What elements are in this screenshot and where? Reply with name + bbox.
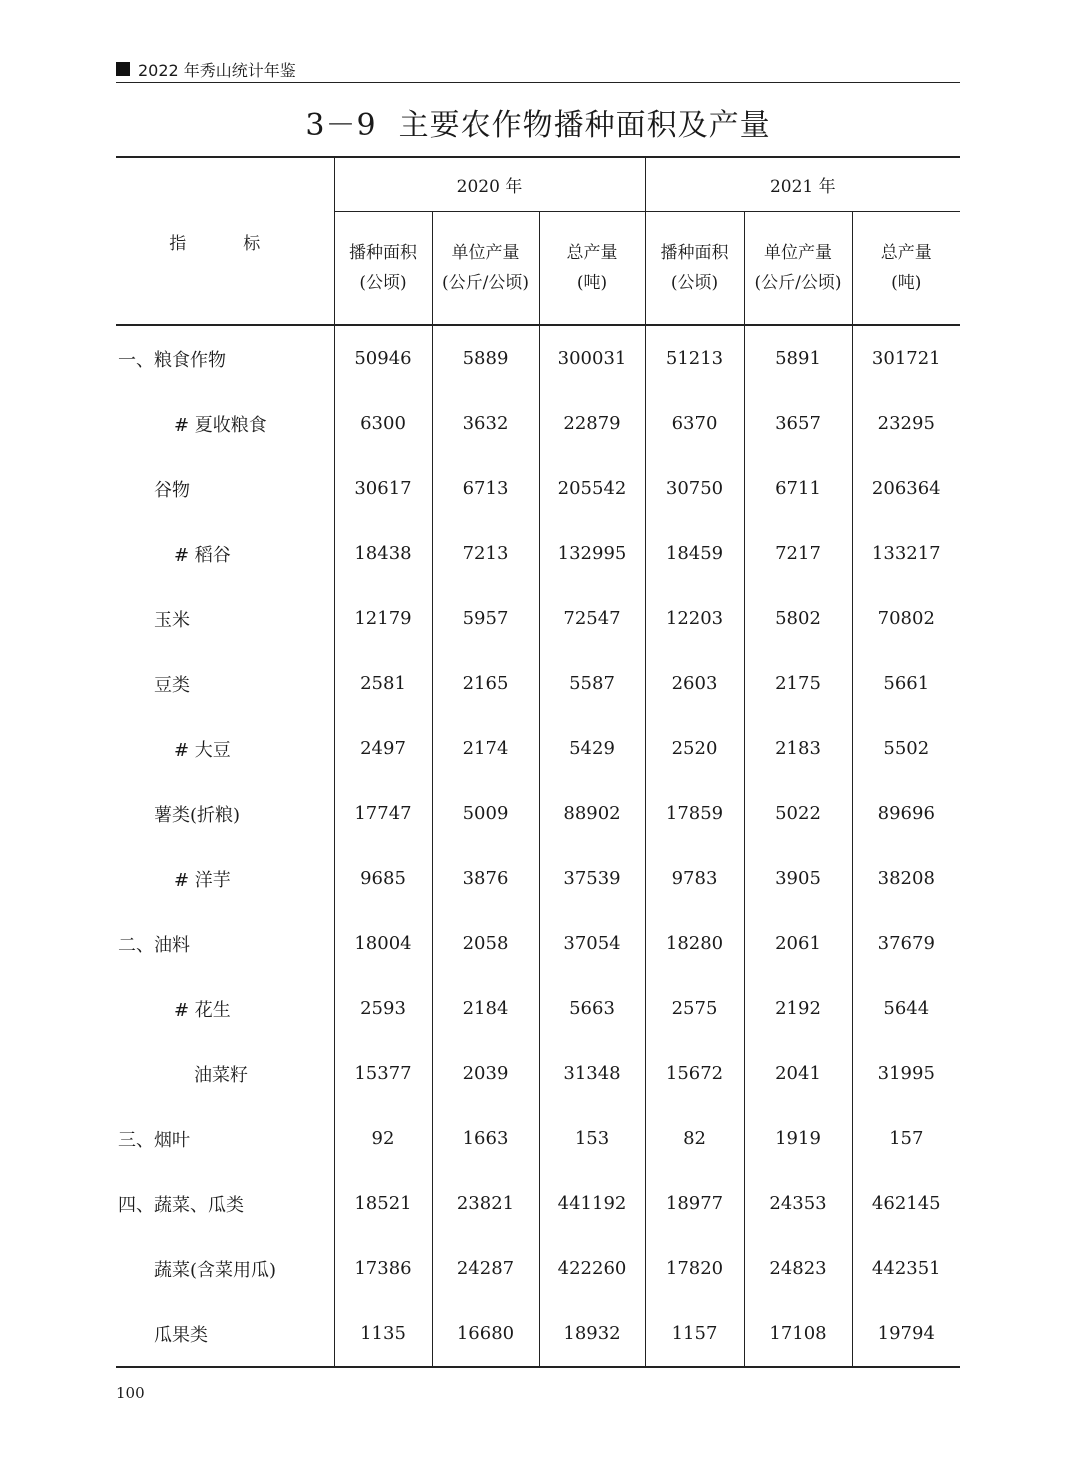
table-cell: 2174 bbox=[432, 716, 539, 781]
table-row bbox=[116, 1236, 960, 1301]
table-cell: 3876 bbox=[432, 846, 539, 911]
table-row bbox=[116, 781, 960, 846]
table-cell: 50946 bbox=[334, 325, 432, 391]
table-row bbox=[116, 521, 960, 586]
table-cell: 30750 bbox=[645, 456, 744, 521]
table-row bbox=[116, 391, 960, 456]
table-cell: 17859 bbox=[645, 781, 744, 846]
table-cell: 6713 bbox=[432, 456, 539, 521]
row-label: 豆类 bbox=[154, 674, 190, 696]
black-square-icon bbox=[116, 62, 130, 76]
table-row bbox=[116, 1301, 960, 1367]
indicator-header: 指 标 bbox=[169, 233, 281, 254]
table-cell: 6300 bbox=[334, 391, 432, 456]
table-cell: 442351 bbox=[852, 1236, 960, 1301]
table-cell: 31348 bbox=[539, 1041, 645, 1106]
table-row bbox=[116, 1106, 960, 1171]
table-cell: 301721 bbox=[852, 325, 960, 391]
table-cell: 2575 bbox=[645, 976, 744, 1041]
table-cell: 19794 bbox=[852, 1301, 960, 1367]
statistics-table bbox=[116, 156, 960, 1368]
table-cell: 37054 bbox=[539, 911, 645, 976]
table-cell: 6370 bbox=[645, 391, 744, 456]
row-label: 四、蔬菜、瓜类 bbox=[118, 1194, 244, 1216]
table-cell: 82 bbox=[645, 1106, 744, 1171]
table-cell: 2183 bbox=[744, 716, 852, 781]
table-cell: 5802 bbox=[744, 586, 852, 651]
table-number: 3－9 bbox=[305, 108, 377, 143]
table-cell: 31995 bbox=[852, 1041, 960, 1106]
metric-header: 单位产量 (公斤/公顷) bbox=[744, 212, 852, 326]
row-label: 玉米 bbox=[154, 609, 190, 631]
row-label: 瓜果类 bbox=[154, 1324, 208, 1346]
table-cell: 5661 bbox=[852, 651, 960, 716]
table-cell: 18521 bbox=[334, 1171, 432, 1236]
table-cell: 2041 bbox=[744, 1041, 852, 1106]
table-cell: 2039 bbox=[432, 1041, 539, 1106]
table-cell: 18004 bbox=[334, 911, 432, 976]
row-label: 油菜籽 bbox=[194, 1064, 248, 1086]
table-cell: 3905 bbox=[744, 846, 852, 911]
table-cell: 1135 bbox=[334, 1301, 432, 1367]
table-cell: 206364 bbox=[852, 456, 960, 521]
table-cell: 2581 bbox=[334, 651, 432, 716]
table-row bbox=[116, 651, 960, 716]
table-cell: 22879 bbox=[539, 391, 645, 456]
table-header bbox=[116, 157, 960, 325]
page-number: 100 bbox=[116, 1384, 145, 1402]
metric-header: 播种面积 (公顷) bbox=[334, 212, 432, 326]
running-title: 2022 年秀山统计年鉴 bbox=[138, 60, 296, 80]
metric-header: 总产量 (吨) bbox=[852, 212, 960, 326]
table-cell: 5957 bbox=[432, 586, 539, 651]
table-cell: 24287 bbox=[432, 1236, 539, 1301]
table-cell: 2497 bbox=[334, 716, 432, 781]
table-cell: 17820 bbox=[645, 1236, 744, 1301]
table-cell: 17747 bbox=[334, 781, 432, 846]
table-cell: 5022 bbox=[744, 781, 852, 846]
table-cell: 7213 bbox=[432, 521, 539, 586]
table-cell: 5889 bbox=[432, 325, 539, 391]
table-row bbox=[116, 716, 960, 781]
table-cell: 5663 bbox=[539, 976, 645, 1041]
table-cell: 23295 bbox=[852, 391, 960, 456]
table-cell: 18280 bbox=[645, 911, 744, 976]
table-cell: 30617 bbox=[334, 456, 432, 521]
table-cell: 153 bbox=[539, 1106, 645, 1171]
table-cell: 37679 bbox=[852, 911, 960, 976]
table-cell: 2520 bbox=[645, 716, 744, 781]
table-row bbox=[116, 586, 960, 651]
table-row bbox=[116, 325, 960, 391]
table-row bbox=[116, 911, 960, 976]
row-label: 蔬菜(含菜用瓜) bbox=[154, 1259, 277, 1281]
table-cell: 157 bbox=[852, 1106, 960, 1171]
table-cell: 18438 bbox=[334, 521, 432, 586]
table-cell: 1157 bbox=[645, 1301, 744, 1367]
table-cell: 3657 bbox=[744, 391, 852, 456]
metric-header: 单位产量 (公斤/公顷) bbox=[432, 212, 539, 326]
table-cell: 15672 bbox=[645, 1041, 744, 1106]
table-cell: 133217 bbox=[852, 521, 960, 586]
table-body bbox=[116, 325, 960, 1367]
row-label: 薯类(折粮) bbox=[154, 804, 241, 826]
table-cell: 18932 bbox=[539, 1301, 645, 1367]
row-label: 一、粮食作物 bbox=[118, 349, 226, 371]
metric-header: 总产量 (吨) bbox=[539, 212, 645, 326]
year-header-2020: 2020 年 bbox=[334, 157, 645, 212]
table-cell: 5429 bbox=[539, 716, 645, 781]
table-cell: 89696 bbox=[852, 781, 960, 846]
table-cell: 2175 bbox=[744, 651, 852, 716]
table-cell: 5587 bbox=[539, 651, 645, 716]
table-cell: 17386 bbox=[334, 1236, 432, 1301]
table-cell: 2593 bbox=[334, 976, 432, 1041]
page-title bbox=[116, 100, 960, 144]
table-cell: 15377 bbox=[334, 1041, 432, 1106]
table-cell: 2165 bbox=[432, 651, 539, 716]
table-cell: 2061 bbox=[744, 911, 852, 976]
table-cell: 23821 bbox=[432, 1171, 539, 1236]
table-cell: 9685 bbox=[334, 846, 432, 911]
table-row bbox=[116, 976, 960, 1041]
table-cell: 2603 bbox=[645, 651, 744, 716]
row-label: # 洋芋 bbox=[174, 869, 231, 891]
running-header bbox=[116, 56, 960, 83]
table-cell: 5502 bbox=[852, 716, 960, 781]
table-cell: 3632 bbox=[432, 391, 539, 456]
row-label: 二、油料 bbox=[118, 934, 190, 956]
table-cell: 24353 bbox=[744, 1171, 852, 1236]
row-label: # 大豆 bbox=[174, 739, 231, 761]
table-cell: 5644 bbox=[852, 976, 960, 1041]
table-cell: 16680 bbox=[432, 1301, 539, 1367]
table-cell: 37539 bbox=[539, 846, 645, 911]
table-cell: 2058 bbox=[432, 911, 539, 976]
table-cell: 7217 bbox=[744, 521, 852, 586]
table-cell: 24823 bbox=[744, 1236, 852, 1301]
row-label: # 稻谷 bbox=[174, 544, 231, 566]
table-row bbox=[116, 1041, 960, 1106]
row-label: # 夏收粮食 bbox=[174, 414, 267, 436]
table-cell: 6711 bbox=[744, 456, 852, 521]
table-cell: 18977 bbox=[645, 1171, 744, 1236]
row-label: # 花生 bbox=[174, 999, 231, 1021]
table-cell: 205542 bbox=[539, 456, 645, 521]
table-cell: 9783 bbox=[645, 846, 744, 911]
table-row bbox=[116, 1171, 960, 1236]
table-cell: 1663 bbox=[432, 1106, 539, 1171]
table-cell: 38208 bbox=[852, 846, 960, 911]
table-cell: 88902 bbox=[539, 781, 645, 846]
table-cell: 462145 bbox=[852, 1171, 960, 1236]
metric-header: 播种面积 (公顷) bbox=[645, 212, 744, 326]
table-cell: 132995 bbox=[539, 521, 645, 586]
table-title: 主要农作物播种面积及产量 bbox=[398, 108, 771, 143]
table-cell: 70802 bbox=[852, 586, 960, 651]
table-cell: 18459 bbox=[645, 521, 744, 586]
table-row bbox=[116, 846, 960, 911]
table-cell: 1919 bbox=[744, 1106, 852, 1171]
table-cell: 2192 bbox=[744, 976, 852, 1041]
table-cell: 72547 bbox=[539, 586, 645, 651]
table-cell: 12203 bbox=[645, 586, 744, 651]
year-header-2021: 2021 年 bbox=[645, 157, 960, 212]
table-cell: 5891 bbox=[744, 325, 852, 391]
row-label: 谷物 bbox=[154, 479, 190, 501]
table-cell: 5009 bbox=[432, 781, 539, 846]
table-cell: 2184 bbox=[432, 976, 539, 1041]
table-cell: 51213 bbox=[645, 325, 744, 391]
row-label: 三、烟叶 bbox=[118, 1129, 190, 1151]
table-cell: 92 bbox=[334, 1106, 432, 1171]
table-row bbox=[116, 456, 960, 521]
table-cell: 12179 bbox=[334, 586, 432, 651]
table-cell: 300031 bbox=[539, 325, 645, 391]
table-cell: 17108 bbox=[744, 1301, 852, 1367]
table-cell: 441192 bbox=[539, 1171, 645, 1236]
table-cell: 422260 bbox=[539, 1236, 645, 1301]
